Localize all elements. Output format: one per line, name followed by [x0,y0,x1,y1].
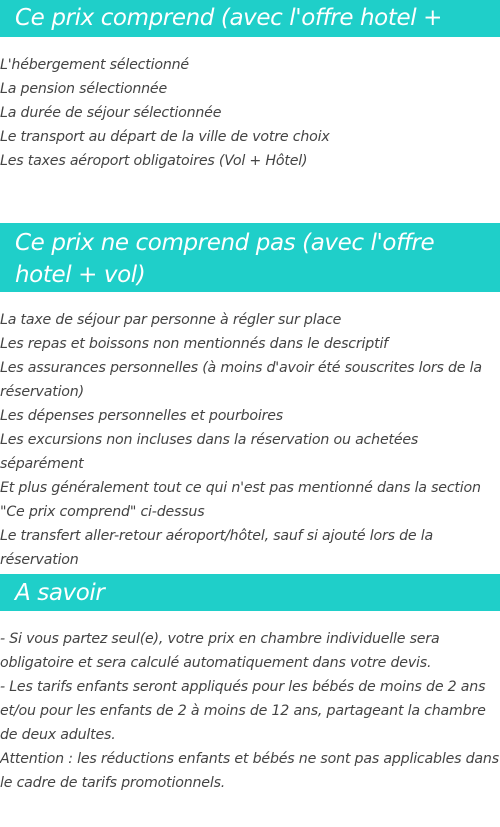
excludes-item: Le transfert aller-retour aéroport/hôtel, sauf si ajouté lors de la réservation [0,528,433,568]
includes-section-heading: Ce prix comprend (avec l'offre hotel + vol) [0,0,500,37]
includes-item: La durée de séjour sélectionnée [0,105,222,121]
good-to-know-section-heading: A savoir [0,574,500,611]
excludes-item: La taxe de séjour par personne à régler sur place [0,312,342,328]
excludes-list [0,308,500,572]
includes-item: L'hébergement sélectionné [0,57,189,73]
excludes-item: Les excursions non incluses dans la réservation ou achetées séparément [0,432,419,472]
includes-item: Les taxes aéroport obligatoires (Vol + Hôtel) [0,153,308,169]
excludes-item: Les dépenses personnelles et pourboires [0,408,283,424]
excludes-item: Et plus généralement tout ce qui n'est pas mentionné dans la section "Ce prix comprend" ci-dessus [0,480,481,520]
excludes-item: Les assurances personnelles (à moins d'avoir été souscrites lors de la réservation) [0,360,482,400]
good-to-know-item: Attention : les réductions enfants et bébés ne sont pas applicables dans le cadre de tarifs promotionnels. [0,751,499,791]
includes-list [0,53,500,173]
excludes-item: Les repas et boissons non mentionnés dans le descriptif [0,336,388,352]
includes-item: La pension sélectionnée [0,81,167,97]
excludes-section-heading: Ce prix ne comprend pas (avec l'offre hotel + vol) [0,223,500,292]
good-to-know-item: - Si vous partez seul(e), votre prix en chambre individuelle sera obligatoire et sera calculé automatiquement dans votre devis. [0,631,440,671]
good-to-know-item: - Les tarifs enfants seront appliqués pour les bébés de moins de 2 ans et/ou pour les enfants de 2 à moins de 12 ans, partageant la chambre de deux adultes. [0,679,486,743]
good-to-know-list [0,627,500,795]
includes-item: Le transport au départ de la ville de votre choix [0,129,330,145]
